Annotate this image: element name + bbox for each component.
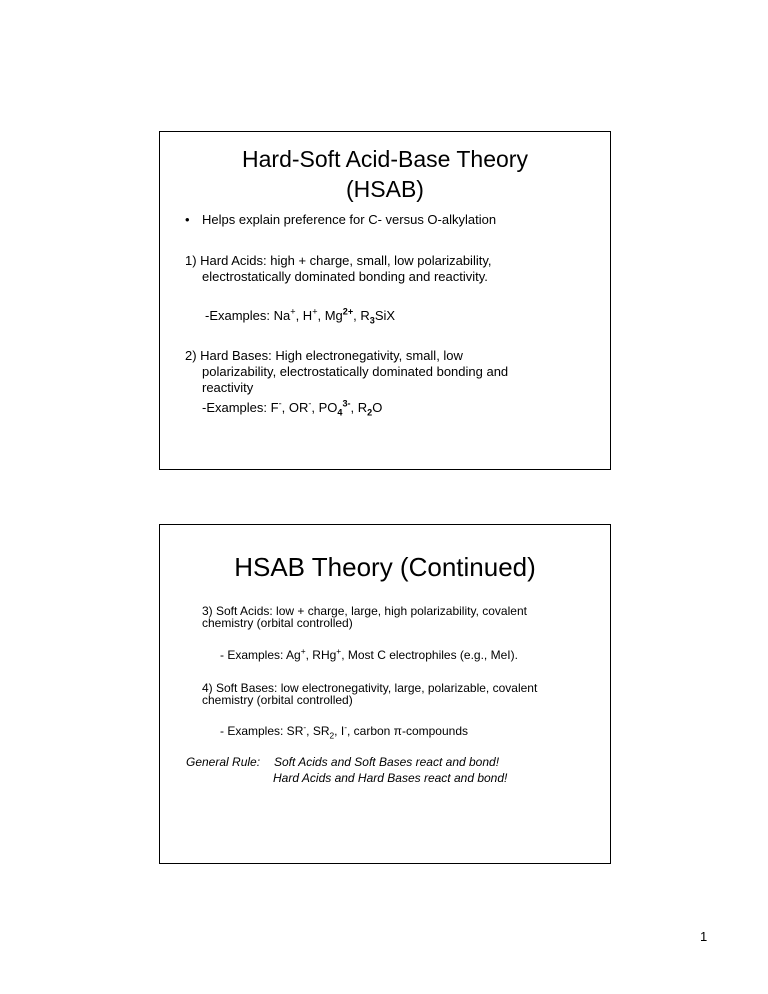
soft-bases-examples: - Examples: SR-, $SR_2$, I-, carbon π-compounds [220, 722, 468, 741]
general-rule-line1: Soft Acids and Soft Bases react and bond! [274, 755, 500, 769]
hard-bases-line1: 2) Hard Bases: High electronegativity, small, low [185, 348, 463, 363]
bullet-text: Helps explain preference for C- versus O-alkylation [202, 212, 497, 227]
slide-title-line1: Hard-Soft Acid-Base Theory [242, 146, 528, 172]
page-number: 1 [700, 929, 708, 944]
soft-bases-line1: 4) Soft Bases: low electronegativity, large, polarizable, covalent [202, 681, 538, 695]
slide-title-line2: (HSAB) [346, 176, 424, 202]
hard-acids-line2: electrostatically dominated bonding and reactivity. [202, 269, 488, 284]
soft-acids-line1: 3) Soft Acids: low + charge, large, high polarizability, covalent [202, 604, 527, 618]
soft-bases-line2: chemistry (orbital controlled) [202, 693, 353, 707]
soft-acids-examples: - Examples: Ag+, RHg+, Most C electrophiles (e.g., MeI). [220, 646, 518, 662]
general-rule-line2: Hard Acids and Hard Bases react and bond! [273, 771, 508, 785]
hard-bases-examples: -Examples: F-, OR-, $PO_4^{3-}$, $R_2O$ [202, 398, 383, 418]
hard-acids-line1: 1) Hard Acids: high + charge, small, low polarizability, [185, 253, 492, 268]
hard-bases-line2: polarizability, electrostatically dominated bonding and [202, 364, 509, 379]
slide-title: HSAB Theory (Continued) [234, 552, 536, 582]
hard-acids-examples: -Examples: Na+, H+, $Mg^{2+}$, $R_3SiX$ [205, 306, 396, 326]
hard-bases-line3: reactivity [202, 380, 254, 395]
slide-hsab-theory-continued [159, 524, 611, 864]
general-rule-label: General Rule: [186, 755, 261, 769]
slide-hsab-theory [159, 131, 611, 470]
bullet-marker: • [185, 212, 190, 227]
soft-acids-line2: chemistry (orbital controlled) [202, 616, 353, 630]
